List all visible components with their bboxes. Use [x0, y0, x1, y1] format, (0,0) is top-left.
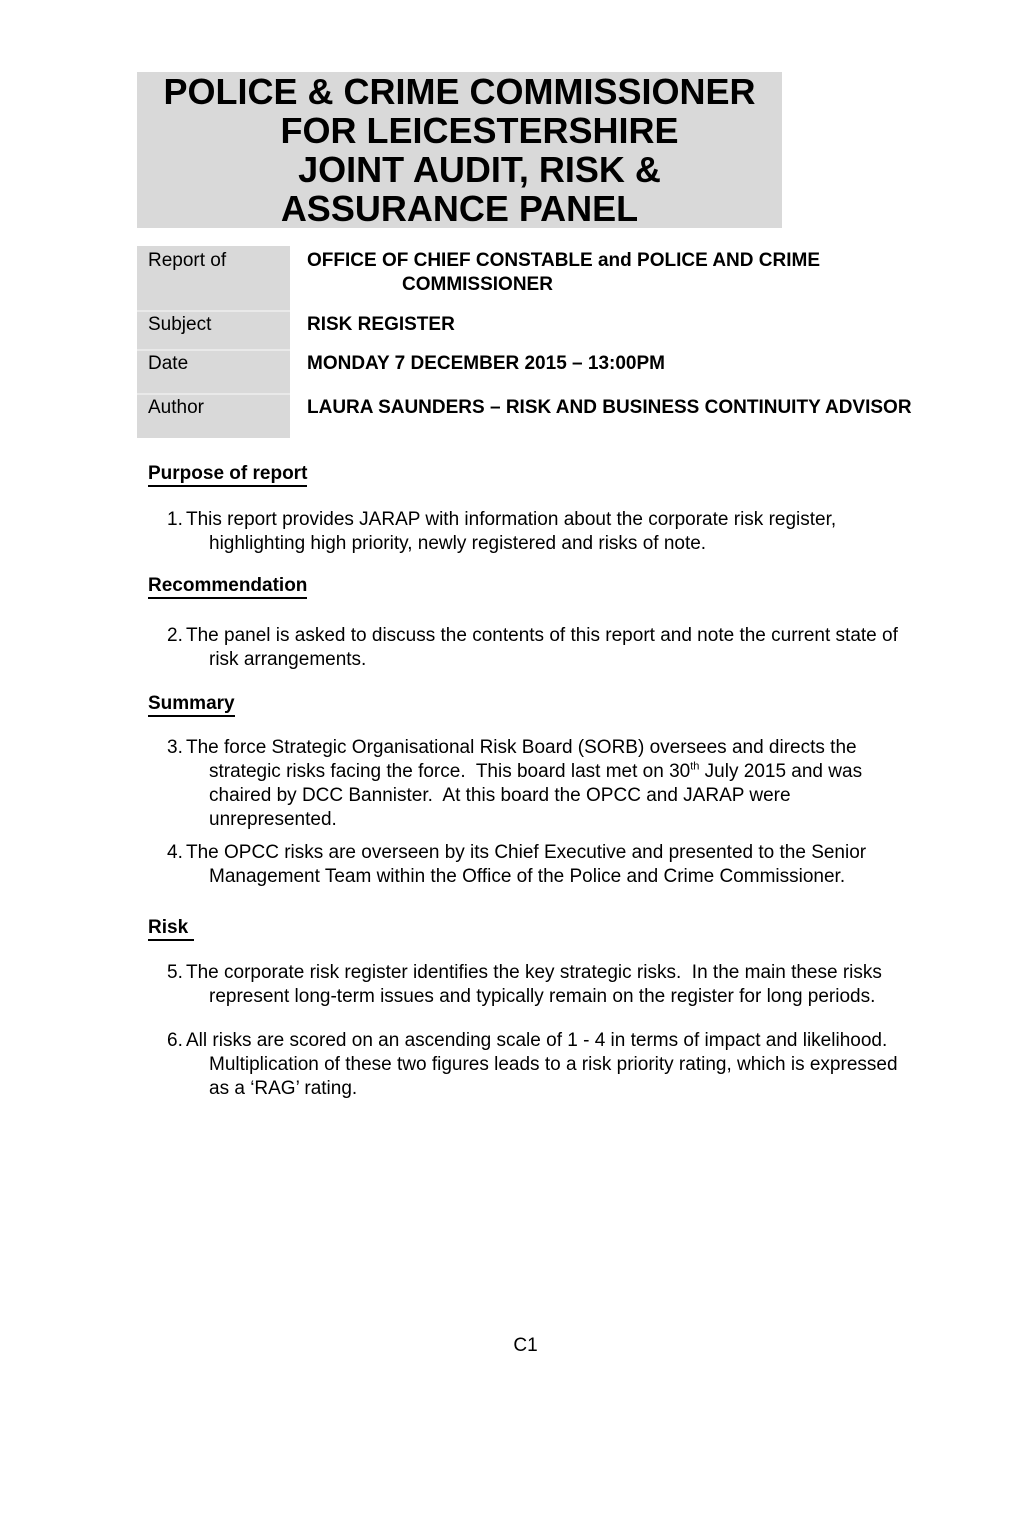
section-heading-recommendation-text: Recommendation	[148, 575, 307, 599]
meta-label-author: Author	[137, 393, 290, 438]
report-meta-table	[137, 246, 913, 438]
meta-label-subject: Subject	[137, 310, 290, 349]
list-item-3-text	[186, 737, 867, 830]
list-item-1-text: This report provides JARAP with information about the corporate risk register, highlighting high priority, newly registered and risks of note.	[186, 509, 842, 554]
list-item-3-number: 3.	[167, 737, 183, 758]
list-item-1-number: 1.	[167, 509, 183, 530]
section-heading-recommendation	[148, 574, 903, 599]
title-line-2: FOR LEICESTERSHIRE	[280, 110, 679, 151]
meta-value-report-of	[290, 246, 913, 310]
meta-value-date: MONDAY 7 DECEMBER 2015 – 13:00PM	[307, 353, 665, 374]
report-title-banner	[137, 72, 782, 228]
meta-label-report-of: Report of	[137, 246, 290, 310]
meta-value-report-of-line1: OFFICE OF CHIEF CONSTABLE and POLICE AND CRIME	[307, 250, 820, 271]
list-item-1	[148, 508, 903, 556]
meta-value-subject: RISK REGISTER	[307, 314, 455, 335]
meta-row-subject	[137, 310, 913, 349]
list-item-6	[148, 1029, 903, 1101]
report-body	[148, 462, 903, 1358]
list-item-3-text-pre: The force Strategic Organisational Risk Board (SORB) oversees and directs the strategic risks facing the force. This board last met on 30	[186, 737, 862, 782]
meta-value-author: LAURA SAUNDERS – RISK AND BUSINESS CONTINUITY ADVISOR	[307, 397, 912, 418]
meta-value-report-of-line2: COMMISSIONER	[402, 274, 553, 295]
list-item-3-superscript: th	[690, 760, 700, 773]
meta-label-date: Date	[137, 349, 290, 393]
list-item-2	[148, 624, 903, 672]
section-heading-summary-text: Summary	[148, 693, 235, 717]
list-item-5-number: 5.	[167, 962, 183, 983]
list-item-5-text: The corporate risk register identifies the key strategic risks. In the main these risks represent long-term issues and typically remain on the register for long periods.	[186, 962, 888, 1007]
page-number: C1	[513, 1335, 538, 1356]
meta-row-author	[137, 393, 913, 438]
list-item-4	[148, 841, 903, 889]
section-heading-risk-text: Risk	[148, 917, 194, 941]
list-item-5	[148, 961, 903, 1009]
list-item-6-text: All risks are scored on an ascending scale of 1 - 4 in terms of impact and likelihood. Multiplication of these two figures leads to a risk priority rating, which is expressed as a ‘RAG’ rating.	[186, 1030, 903, 1099]
list-item-4-text: The OPCC risks are overseen by its Chief Executive and presented to the Senior Management Team within the Office of the Police and Crime Commissioner.	[186, 842, 872, 887]
section-heading-risk	[148, 916, 903, 941]
list-item-4-number: 4.	[167, 842, 183, 863]
meta-row-date	[137, 349, 913, 393]
list-item-3-text-post: July 2015 and was chaired by DCC Bannister. At this board the OPCC and JARAP were unrepresented.	[209, 761, 868, 830]
document-page	[0, 72, 1020, 1515]
list-item-2-text: The panel is asked to discuss the contents of this report and note the current state of risk arrangements.	[186, 625, 904, 670]
section-heading-purpose	[148, 462, 903, 487]
title-line-1: POLICE & CRIME COMMISSIONER	[163, 71, 756, 112]
title-line-4: ASSURANCE PANEL	[280, 188, 639, 229]
title-line-3: JOINT AUDIT, RISK &	[298, 149, 661, 190]
section-heading-purpose-text: Purpose of report	[148, 463, 307, 487]
list-item-3	[148, 736, 903, 832]
list-item-2-number: 2.	[167, 625, 183, 646]
meta-row-report-of	[137, 246, 913, 310]
section-heading-summary	[148, 692, 903, 717]
list-item-6-number: 6.	[167, 1030, 183, 1051]
